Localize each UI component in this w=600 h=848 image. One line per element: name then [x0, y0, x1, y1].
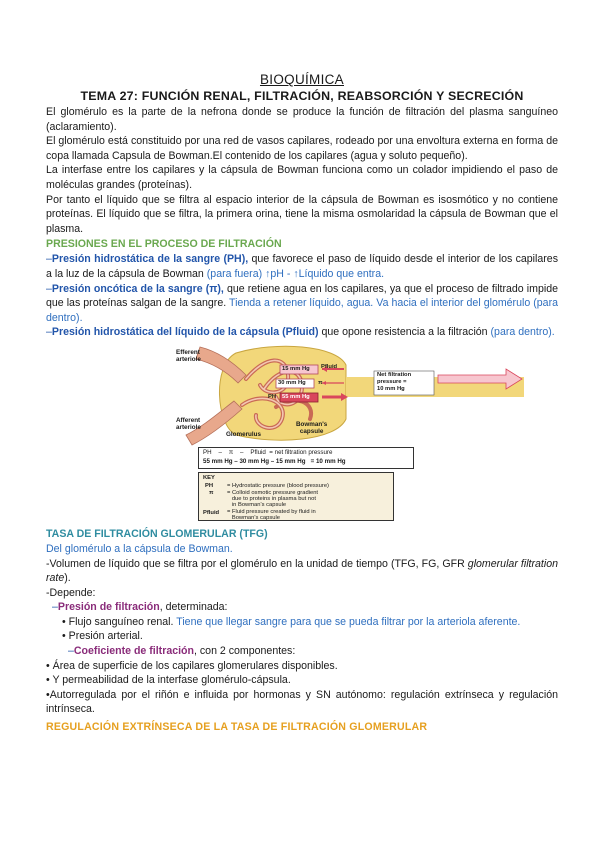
- arterial-pressure-item: • Presión arterial.: [62, 630, 143, 643]
- oncotic-pressure-item: [46, 282, 558, 326]
- intro-paragraph-1: El glomérulo es la parte de la nefrona donde se produce la función de filtración del plasma sanguíneo (aclaramiento).: [46, 106, 558, 133]
- intro-paragraph-3: La interfase entre los capilares y la cápsula de Bowman funciona como un colador impidiendo el paso de moléculas grandes (proteínas).: [46, 164, 558, 191]
- autoregulation-item: •Autorregulada por el riñón e influida por hormonas y SN autónomo: regulación extrínseca y regulación intrínseca.: [46, 688, 558, 716]
- efferent-label: Efferent arteriole: [176, 348, 201, 363]
- tfg-subtitle: Del glomérulo a la cápsula de Bowman.: [46, 542, 233, 555]
- key-ph-symbol: PH: [205, 482, 214, 489]
- key-box: [198, 472, 394, 521]
- dash-marker: –: [46, 326, 52, 339]
- oncotic-note: Tienda a retener líquido, agua. Va hacia el interior del glomérulo (para dentro).: [46, 297, 558, 324]
- afferent-label: Afferent arteriole: [176, 416, 201, 431]
- tfg-heading: TASA DE FILTRACIÓN GLOMERULAR (TFG): [46, 527, 268, 540]
- hydrostatic-note: (para fuera) ↑pH - ↑Líquido que entra.: [206, 267, 385, 280]
- page-title: TEMA 27: FUNCIÓN RENAL, FILTRACIÓN, REABSORCIÓN Y SECRECIÓN: [80, 89, 524, 103]
- subject-title: BIOQUÍMICA: [259, 72, 344, 87]
- pfluid-value: 15 mm Hg: [282, 365, 310, 372]
- hydrostatic-label: Presión hidrostática de la sangre (PH),: [51, 253, 249, 266]
- bowman-label: Bowman's capsule: [296, 420, 328, 435]
- surface-area-item: • Área de superficie de los capilares glomerulares disponibles.: [46, 659, 338, 672]
- hydrostatic-text: que favorece el paso de líquido desde el interior de los capilares a la luz de la cápsula de Bowman: [46, 253, 558, 280]
- key-title: KEY: [203, 474, 215, 481]
- hydrostatic-pressure-item: [46, 252, 558, 281]
- equation-row-2: 55 mm Hg – 30 mm Hg – 15 mm Hg = 10 mm Hg: [203, 457, 346, 465]
- intro-paragraph-4: Por tanto el líquido que se filtra al espacio interior de la cápsula de Bowman es isosmótico y no contiene proteínas. El líquido que se filtra, la primera orina, tiene la misma osmolaridad la cápsula de Bowman que el plasma.: [46, 193, 558, 235]
- oncotic-label: Presión oncótica de la sangre (π),: [51, 282, 224, 295]
- oncotic-symbol: π: [318, 379, 323, 386]
- blood-flow-item: • Flujo sanguíneo renal. Tiene que llegar sangre para que se pueda filtrar por la arteriola aferente.: [62, 615, 521, 628]
- capsule-pressure-text: que opone resistencia a la filtración: [318, 326, 491, 339]
- key-pi-text: = Colloid osmotic pressure gradient due to proteins in plasma but not in Bowman's capsule: [227, 489, 319, 509]
- equation-box: [198, 447, 414, 469]
- key-pi-symbol: π: [209, 489, 214, 496]
- glomerulus-label: Glomerulus: [226, 430, 261, 438]
- capsule-pressure-note: (para dentro).: [490, 326, 555, 339]
- filtration-pressure-item: –Presión de filtración, determinada:: [52, 601, 228, 614]
- dash-marker: –: [46, 253, 52, 266]
- hydrostatic-value: 55 mm Hg: [282, 393, 310, 400]
- capsule-pressure-label: Presión hidrostática del líquido de la cápsula (Pfluid): [51, 326, 319, 339]
- oncotic-value: 30 mm Hg: [278, 379, 306, 386]
- key-ph-text: = Hydrostatic pressure (blood pressure): [227, 482, 329, 489]
- permeability-item: • Y permeabilidad de la interfase glomérulo-cápsula.: [46, 674, 291, 687]
- document-page: [46, 72, 558, 735]
- intro-paragraph-2: El glomérulo está constituido por una red de vasos capilares, rodeado por una envoltura externa en forma de copa llamada Capsula de Bowman.El contenido de los capilares (agua y soluto pequeño).: [46, 135, 558, 162]
- equation-row-1: PH – π – Pfluid = net filtration pressure: [203, 448, 333, 456]
- oncotic-text: que retiene agua en los capilares, ya que el proceso de filtrado impide que las proteínas salgan de la sangre.: [46, 282, 558, 310]
- key-pfluid-symbol: Pfluid: [203, 509, 220, 516]
- net-pressure-label: Net filtration pressure = 10 mm Hg: [377, 371, 412, 392]
- hydrostatic-symbol: PH: [268, 393, 277, 400]
- tfg-volume: -Volumen de líquido que se filtra por el glomérulo en la unidad de tiempo (TFG, FG, GFR glomerular filtration rate).: [46, 557, 558, 585]
- filtration-coefficient-item: –Coeficiente de filtración, con 2 componentes:: [68, 645, 296, 658]
- tfg-depends: -Depende:: [46, 586, 96, 599]
- pressures-heading: PRESIONES EN EL PROCESO DE FILTRACIÓN: [46, 238, 282, 251]
- pfluid-symbol: Pfluid: [321, 363, 338, 370]
- dash-marker: –: [46, 282, 52, 295]
- key-pfluid-text: = Fluid pressure created by fluid in Bowman's capsule: [227, 508, 316, 522]
- capsule-pressure-item: [46, 325, 558, 340]
- extrinsic-heading: REGULACIÓN EXTRÍNSECA DE LA TASA DE FILTRACIÓN GLOMERULAR: [46, 721, 428, 734]
- filtration-figure: [176, 345, 552, 523]
